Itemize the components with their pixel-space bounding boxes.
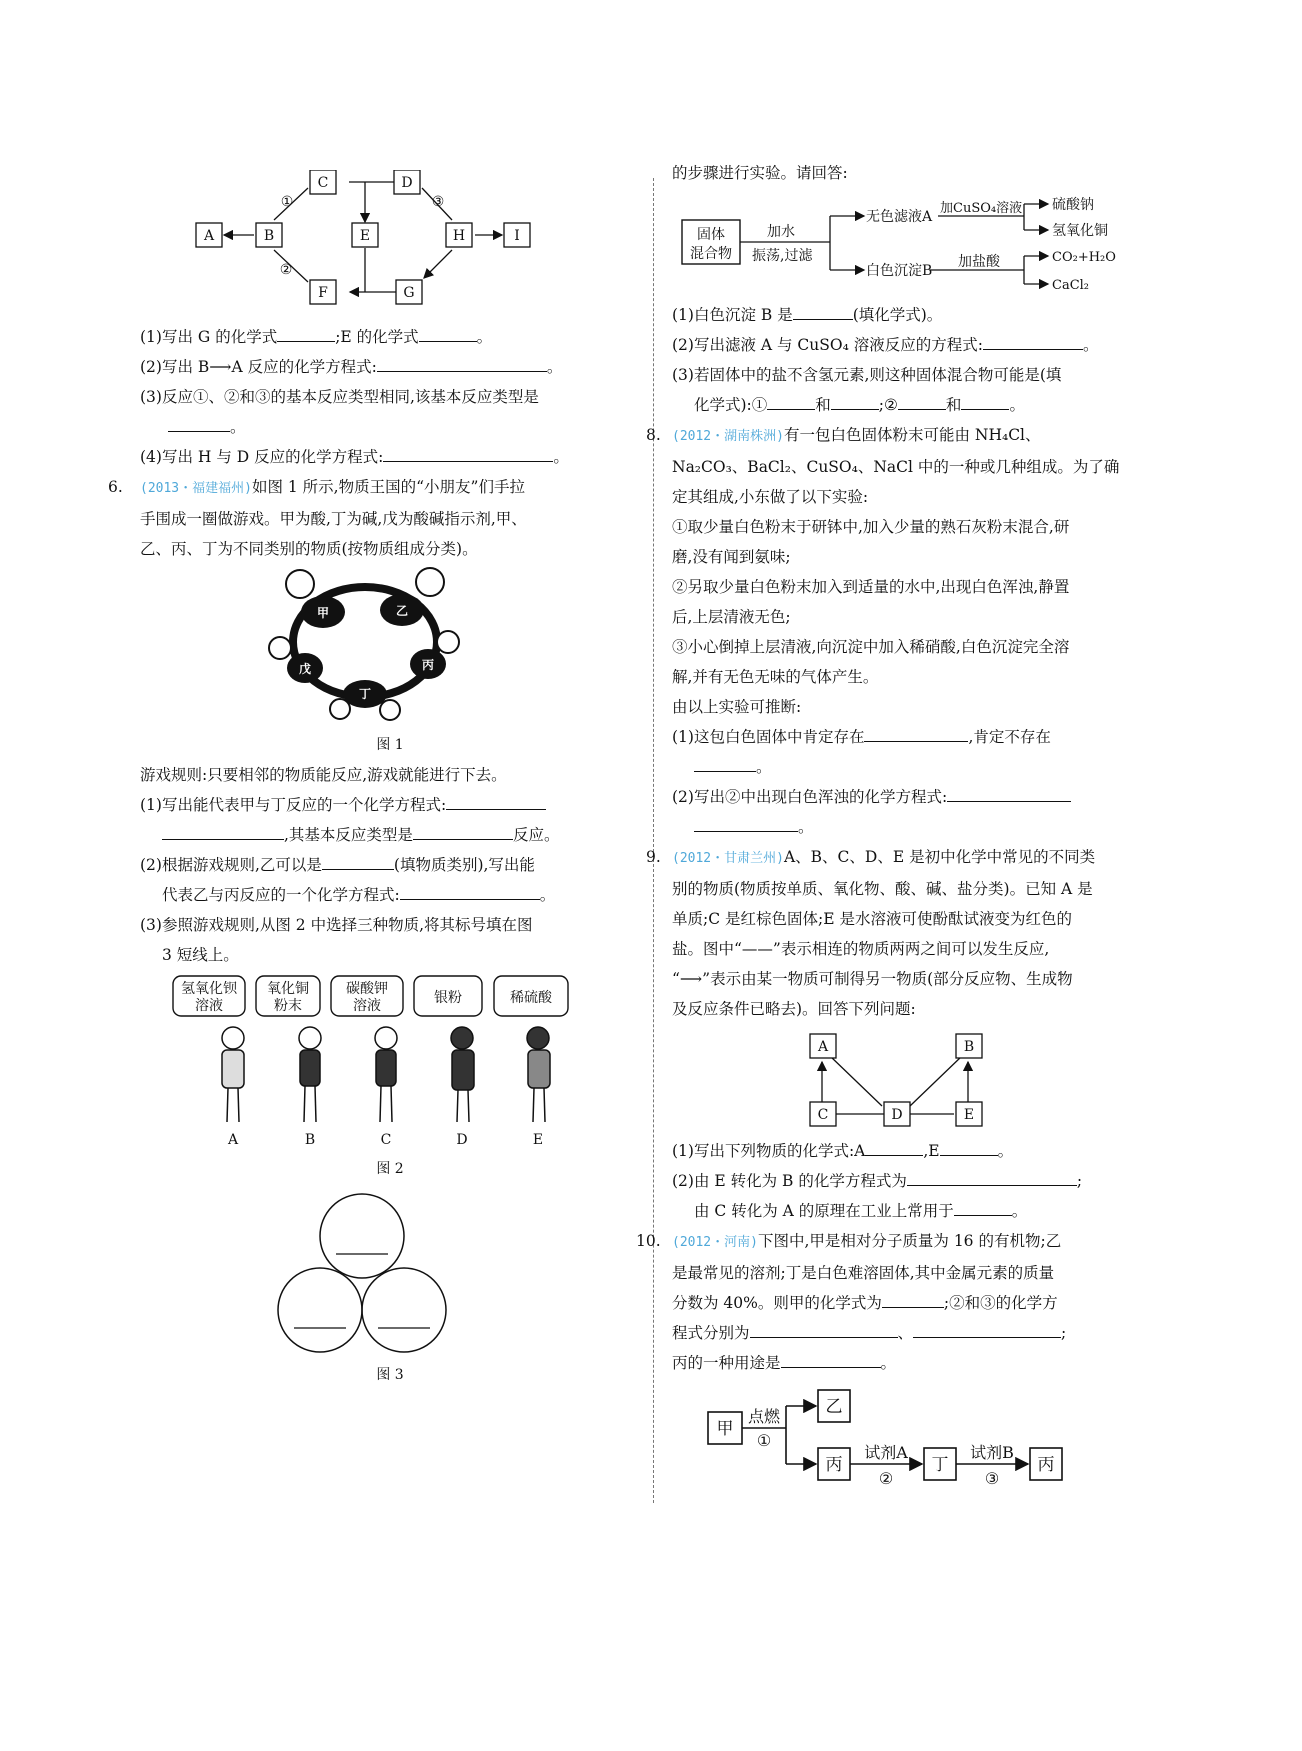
game-rule: 游戏规则:只要相邻的物质能反应,游戏就能进行下去。	[140, 766, 507, 784]
svg-text:①: ①	[756, 1431, 772, 1450]
q7-part3: (3)若固体中的盐不含氢元素,则这种固体混合物可能是(填	[672, 366, 1062, 384]
reaction-network-diagram	[140, 170, 640, 320]
svg-text:B: B	[304, 1132, 316, 1148]
q7-part2: (2)写出滤液 A 与 CuSO₄ 溶液反应的方程式: 。	[672, 336, 1099, 354]
svg-text:H: H	[452, 228, 466, 244]
q8-part1: (1)这包白色固体中肯定存在 ,肯定不存在	[672, 728, 1051, 746]
svg-text:②: ②	[878, 1469, 894, 1488]
svg-text:氢氧化钡: 氢氧化钡	[181, 981, 237, 997]
right-column: 的步骤进行实验。请回答: 固体 混合物 加水 振荡,过滤 无色滤液A 加CuSO₄溶液 硫酸钠 氢氧化铜 白色沉淀B 加盐酸 CO₂+H₂O CaCl₂ (1)白色沉淀 B 是 (填化学式)。 (2)写出滤液 A 与 CuSO₄ 溶液反应的方程式: 。 (3)若固体中的盐不含氢元素,则这种固体混合物可能是(填 化学式):① 和 ;② 和 。 8. (2012・湖南株洲)有一包白色固体粉末可能由 NH₄Cl、 Na₂CO₃、BaCl₂、CuSO₄、NaCl 中的一种或几种组成。为了确 定其组成,小东做了以下实验: ①取少量白色粉末于研钵中,加入少量的熟石灰粉末混合,研 磨,没有闻到氨味; ②另取少量白色粉末加入到适量的水中,出现白色浑浊,静置 后,上层清液无色; ③小心倒掉上层清液,向沉淀中加入稀硝酸,白色沉淀完全溶 解,并有无色无味的气体产生。 由以上实验可推断: (1)这包白色固体中肯定存在 ,肯定不存在 。 (2)写出②中出现白色浑浊的化学方程式: 。 9. (2012・甘肃兰州)A、B、C、D、E 是初中化学中常见的不同类 别的物质(物质按单质、氧化物、酸、碱、盐分类)。已知 A 是 单质;C 是红棕色固体;E 是水溶液可使酚酞试液变为红色的 盐。图中“——”表示相连的物质两两之间可以发生反应, “⟶”表示由某一物质可制得另一物质(部分反应物、生成物 及反应条件已略去)。回答下列问题: A B C D E (1)写出下列物质的化学式:A ,E 。 (2)由 E 转化为 B 的化学方程式为 ; 由 C 转化为 A 的原理在工业上常用于 。 10. (2012・河南)下图中,甲是相对分子质量为 16 的有机物;乙 是最常见的溶剂;丁是白色难溶固体,其中金属元素的质量 分数为 40%。则甲的化学式为 ;②和③的化学方 程式分别为 、 ; 丙的一种用途是 。 甲 乙 丙 丁 丙 点燃 ① 试剂A ② 试剂B ③	[672, 158, 1162, 1496]
svg-text:C: C	[817, 1107, 829, 1123]
svg-text:固体: 固体	[697, 227, 725, 243]
svg-text:丁: 丁	[931, 1455, 949, 1475]
q5-part4: (4)写出 H 与 D 反应的化学方程式: 。	[140, 448, 569, 466]
question-10: 10. (2012・河南)下图中,甲是相对分子质量为 16 的有机物;乙 是最常见的溶剂;丁是白色难溶固体,其中金属元素的质量 分数为 40%。则甲的化学式为 ;②和③的化学方 程式分别为 、 ; 丙的一种用途是 。 甲 乙 丙 丁 丙 点燃 ① 试剂A ② 试剂B ③	[672, 1226, 1162, 1496]
svg-text:无色滤液A: 无色滤液A	[866, 209, 933, 225]
figure3-caption: 图 3	[376, 1367, 404, 1383]
svg-text:氧化铜: 氧化铜	[267, 981, 309, 997]
svg-text:加CuSO₄溶液: 加CuSO₄溶液	[940, 201, 1023, 216]
question-9: 9. (2012・甘肃兰州)A、B、C、D、E 是初中化学中常见的不同类 别的物质(物质按单质、氧化物、酸、碱、盐分类)。已知 A 是 单质;C 是红棕色固体;E 是水溶液可使酚酞试液变为红色的 盐。图中“——”表示相连的物质两两之间可以发生反应, “⟶”表示由某一物质可制得另一物质(部分反应物、生成物 及反应条件已略去)。回答下列问题: A B C D E (1)写出下列物质的化学式:A ,E 。 (2)由 E 转化为 B 的化学方程式为 ; 由 C 转化为 A 的原理在工业上常用于 。	[672, 842, 1162, 1226]
svg-text:A: A	[203, 228, 215, 244]
left-column	[108, 170, 640, 1390]
q6-part1: (1)写出能代表甲与丁反应的一个化学方程式:	[140, 790, 640, 820]
svg-text:D: D	[891, 1107, 903, 1123]
svg-text:溶液: 溶液	[195, 998, 223, 1014]
svg-text:③: ③	[431, 194, 445, 210]
question-8: 8. (2012・湖南株洲)有一包白色固体粉末可能由 NH₄Cl、 Na₂CO₃、BaCl₂、CuSO₄、NaCl 中的一种或几种组成。为了确 定其组成,小东做了以下实验: ①取少量白色粉末于研钵中,加入少量的熟石灰粉末混合,研 磨,没有闻到氨味; ②另取少量白色粉末加入到适量的水中,出现白色浑浊,静置 后,上层清液无色; ③小心倒掉上层清液,向沉淀中加入稀硝酸,白色沉淀完全溶 解,并有无色无味的气体产生。 由以上实验可推断: (1)这包白色固体中肯定存在 ,肯定不存在 。 (2)写出②中出现白色浑浊的化学方程式: 。	[672, 420, 1162, 842]
svg-text:点燃: 点燃	[747, 1407, 781, 1426]
q9-part2: (2)由 E 转化为 B 的化学方程式为 ;	[672, 1172, 1083, 1190]
q9-part1: (1)写出下列物质的化学式:A ,E 。	[672, 1142, 1014, 1160]
q7-flow-diagram	[672, 190, 1162, 294]
column-divider	[653, 178, 654, 1503]
svg-text:丙: 丙	[825, 1455, 843, 1475]
source-tag: (2012・河南)	[672, 1235, 758, 1250]
q9-relationship-diagram	[672, 1028, 1162, 1136]
q5-part2: (2)写出 B⟶A 反应的化学方程式: 。	[140, 358, 563, 376]
svg-text:G: G	[403, 285, 415, 301]
svg-text:混合物: 混合物	[690, 246, 732, 262]
svg-text:丙: 丙	[1037, 1455, 1055, 1475]
svg-text:①: ①	[280, 194, 294, 210]
svg-text:E: E	[963, 1107, 975, 1123]
svg-text:振荡,过滤: 振荡,过滤	[752, 248, 813, 264]
svg-text:银粉: 银粉	[434, 990, 462, 1006]
svg-text:E: E	[532, 1132, 544, 1148]
svg-text:B: B	[963, 1039, 975, 1055]
svg-text:氢氧化铜: 氢氧化铜	[1052, 223, 1108, 239]
svg-text:A: A	[227, 1132, 239, 1148]
svg-text:B: B	[263, 228, 275, 244]
svg-text:乙: 乙	[395, 604, 409, 618]
svg-text:CaCl₂: CaCl₂	[1052, 278, 1090, 293]
figure2-kids	[140, 974, 640, 1154]
figure1-caption: 图 1	[376, 737, 404, 753]
svg-text:C: C	[317, 175, 329, 191]
svg-text:丙: 丙	[421, 658, 435, 672]
svg-text:碳酸钾: 碳酸钾	[346, 981, 388, 997]
q5-part1: (1)写出 G 的化学式 ;E 的化学式 。	[140, 328, 493, 346]
svg-text:试剂B: 试剂B	[970, 1443, 1014, 1462]
question-6: 6. (2013・福建福州)如图 1 所示,物质王国的“小朋友”们手拉 手围成一圈做游戏。甲为酸,丁为碱,戊为酸碱指示剂,甲、 乙、丙、丁为不同类别的物质(按物质组成分类)。 甲 乙 丙 丁 戊 图 1 游戏规则:只要相邻的物质能反应,游戏就能进行下去。 (1)写出能代表甲与丁反应的一个化学方程式: ,其基本反应类型是 反应。 (2)根据游戏规则,乙可以是 (填物质类别),写出能 代表乙与丙反应的一个化学方程式: 。 (3)参照游戏规则,从图 2 中选择三种物质,将其标号填在图 3 短线上。 氢氧化钡 溶液 氧化铜 粉末 碳酸钾 溶液 银粉 稀硫酸 A B C D E 图 2 图 3	[140, 472, 640, 1390]
svg-text:试剂A: 试剂A	[864, 1443, 908, 1462]
source-tag: (2013・福建福州)	[140, 481, 252, 496]
svg-text:戊: 戊	[298, 662, 312, 676]
q6-part2: (2)根据游戏规则,乙可以是 (填物质类别),写出能	[140, 856, 535, 874]
figure2-caption: 图 2	[376, 1161, 404, 1177]
svg-text:甲: 甲	[716, 1419, 734, 1439]
q5-part3: (3)反应①、②和③的基本反应类型相同,该基本反应类型是 。	[140, 388, 539, 436]
svg-text:加盐酸: 加盐酸	[958, 254, 1000, 270]
svg-text:稀硫酸: 稀硫酸	[510, 990, 552, 1006]
svg-text:D: D	[456, 1132, 468, 1148]
svg-text:E: E	[359, 228, 371, 244]
svg-text:F: F	[318, 285, 328, 301]
svg-text:A: A	[817, 1039, 829, 1055]
svg-text:C: C	[380, 1132, 392, 1148]
q6-part3: (3)参照游戏规则,从图 2 中选择三种物质,将其标号填在图	[140, 916, 533, 934]
svg-text:CO₂+H₂O: CO₂+H₂O	[1052, 250, 1116, 265]
figure3-circles	[140, 1190, 640, 1360]
svg-text:③: ③	[984, 1469, 1000, 1488]
figure1-ring	[140, 564, 640, 724]
q8-part2: (2)写出②中出现白色浑浊的化学方程式:	[672, 782, 1162, 812]
svg-text:乙: 乙	[825, 1397, 843, 1417]
circle-top	[320, 1194, 404, 1278]
circle-left	[278, 1268, 362, 1352]
svg-text:D: D	[401, 175, 413, 191]
q10-flow-diagram	[672, 1388, 1162, 1496]
svg-text:②: ②	[279, 262, 293, 278]
q7-continuation: 的步骤进行实验。请回答:	[672, 164, 848, 182]
svg-text:I: I	[514, 228, 520, 244]
svg-text:溶液: 溶液	[353, 998, 381, 1014]
circle-right	[362, 1268, 446, 1352]
source-tag: (2012・湖南株洲)	[672, 429, 784, 444]
svg-text:硫酸钠: 硫酸钠	[1052, 197, 1094, 213]
source-tag: (2012・甘肃兰州)	[672, 851, 784, 866]
svg-text:白色沉淀B: 白色沉淀B	[866, 263, 933, 279]
q7-part1: (1)白色沉淀 B 是 (填化学式)。	[672, 306, 943, 324]
svg-text:加水: 加水	[767, 224, 795, 240]
svg-text:粉末: 粉末	[274, 998, 302, 1014]
svg-text:甲: 甲	[316, 606, 330, 620]
svg-text:丁: 丁	[358, 687, 372, 701]
